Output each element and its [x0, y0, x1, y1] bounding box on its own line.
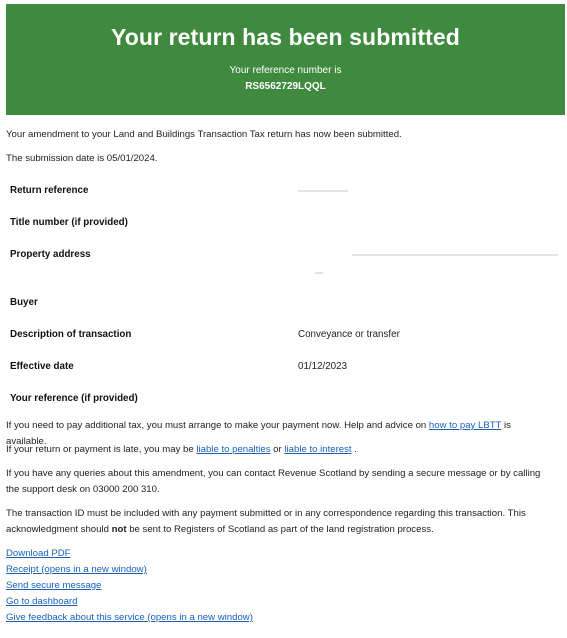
confirmation-banner — [6, 4, 565, 115]
amendment-text: Your amendment to your Land and Buildings Transaction Tax return has now been submitted. — [6, 129, 402, 140]
submission-date-text: The submission date is 05/01/2024. — [6, 153, 158, 164]
liable-to-penalties-link[interactable]: liable to penalties — [196, 444, 271, 455]
property-address-label: Property address — [10, 249, 91, 260]
reference-intro: Your reference number is — [229, 65, 342, 76]
send-secure-message-link[interactable]: Send secure message — [6, 580, 102, 591]
receipt-link[interactable]: Receipt (opens in a new window) — [6, 564, 147, 575]
banner-title: Your return has been submitted — [111, 24, 460, 50]
reference-number: RS6562729LQQL — [245, 81, 326, 92]
go-to-dashboard-link[interactable]: Go to dashboard — [6, 596, 78, 607]
description-value: Conveyance or transfer — [298, 329, 400, 340]
payment-info: If you need to pay additional tax, you must arrange to make your payment now. Help and advice on how to pay LBTT is available. — [6, 420, 511, 447]
your-reference-label: Your reference (if provided) — [10, 393, 138, 404]
return-reference-label: Return reference — [10, 185, 89, 196]
effective-date-value: 01/12/2023 — [298, 361, 348, 372]
transaction-id-info: The transaction ID must be included with any payment submitted or in any correspondence regarding this transaction. This acknowledgment should not be sent to Registers of Scotland as part of the land registration process. — [6, 508, 526, 535]
give-feedback-link[interactable]: Give feedback about this service (opens in a new window) — [6, 612, 253, 623]
liable-to-interest-link[interactable]: liable to interest — [284, 444, 352, 455]
property-address-value-line2 — [315, 272, 323, 274]
description-label: Description of transaction — [10, 329, 132, 340]
property-address-value — [352, 254, 558, 256]
late-info: If your return or payment is late, you may be liable to penalties or liable to interest . — [6, 444, 357, 455]
effective-date-label: Effective date — [10, 361, 74, 372]
how-to-pay-link[interactable]: how to pay LBTT — [428, 420, 502, 431]
buyer-label: Buyer — [10, 297, 38, 308]
download-pdf-link[interactable]: Download PDF — [6, 548, 71, 559]
title-number-label: Title number (if provided) — [10, 217, 128, 228]
queries-info: If you have any queries about this amendment, you can contact Revenue Scotland by sending a secure message or by calling the support desk on 03000 200 310. — [6, 468, 541, 495]
return-reference-value — [298, 190, 348, 192]
